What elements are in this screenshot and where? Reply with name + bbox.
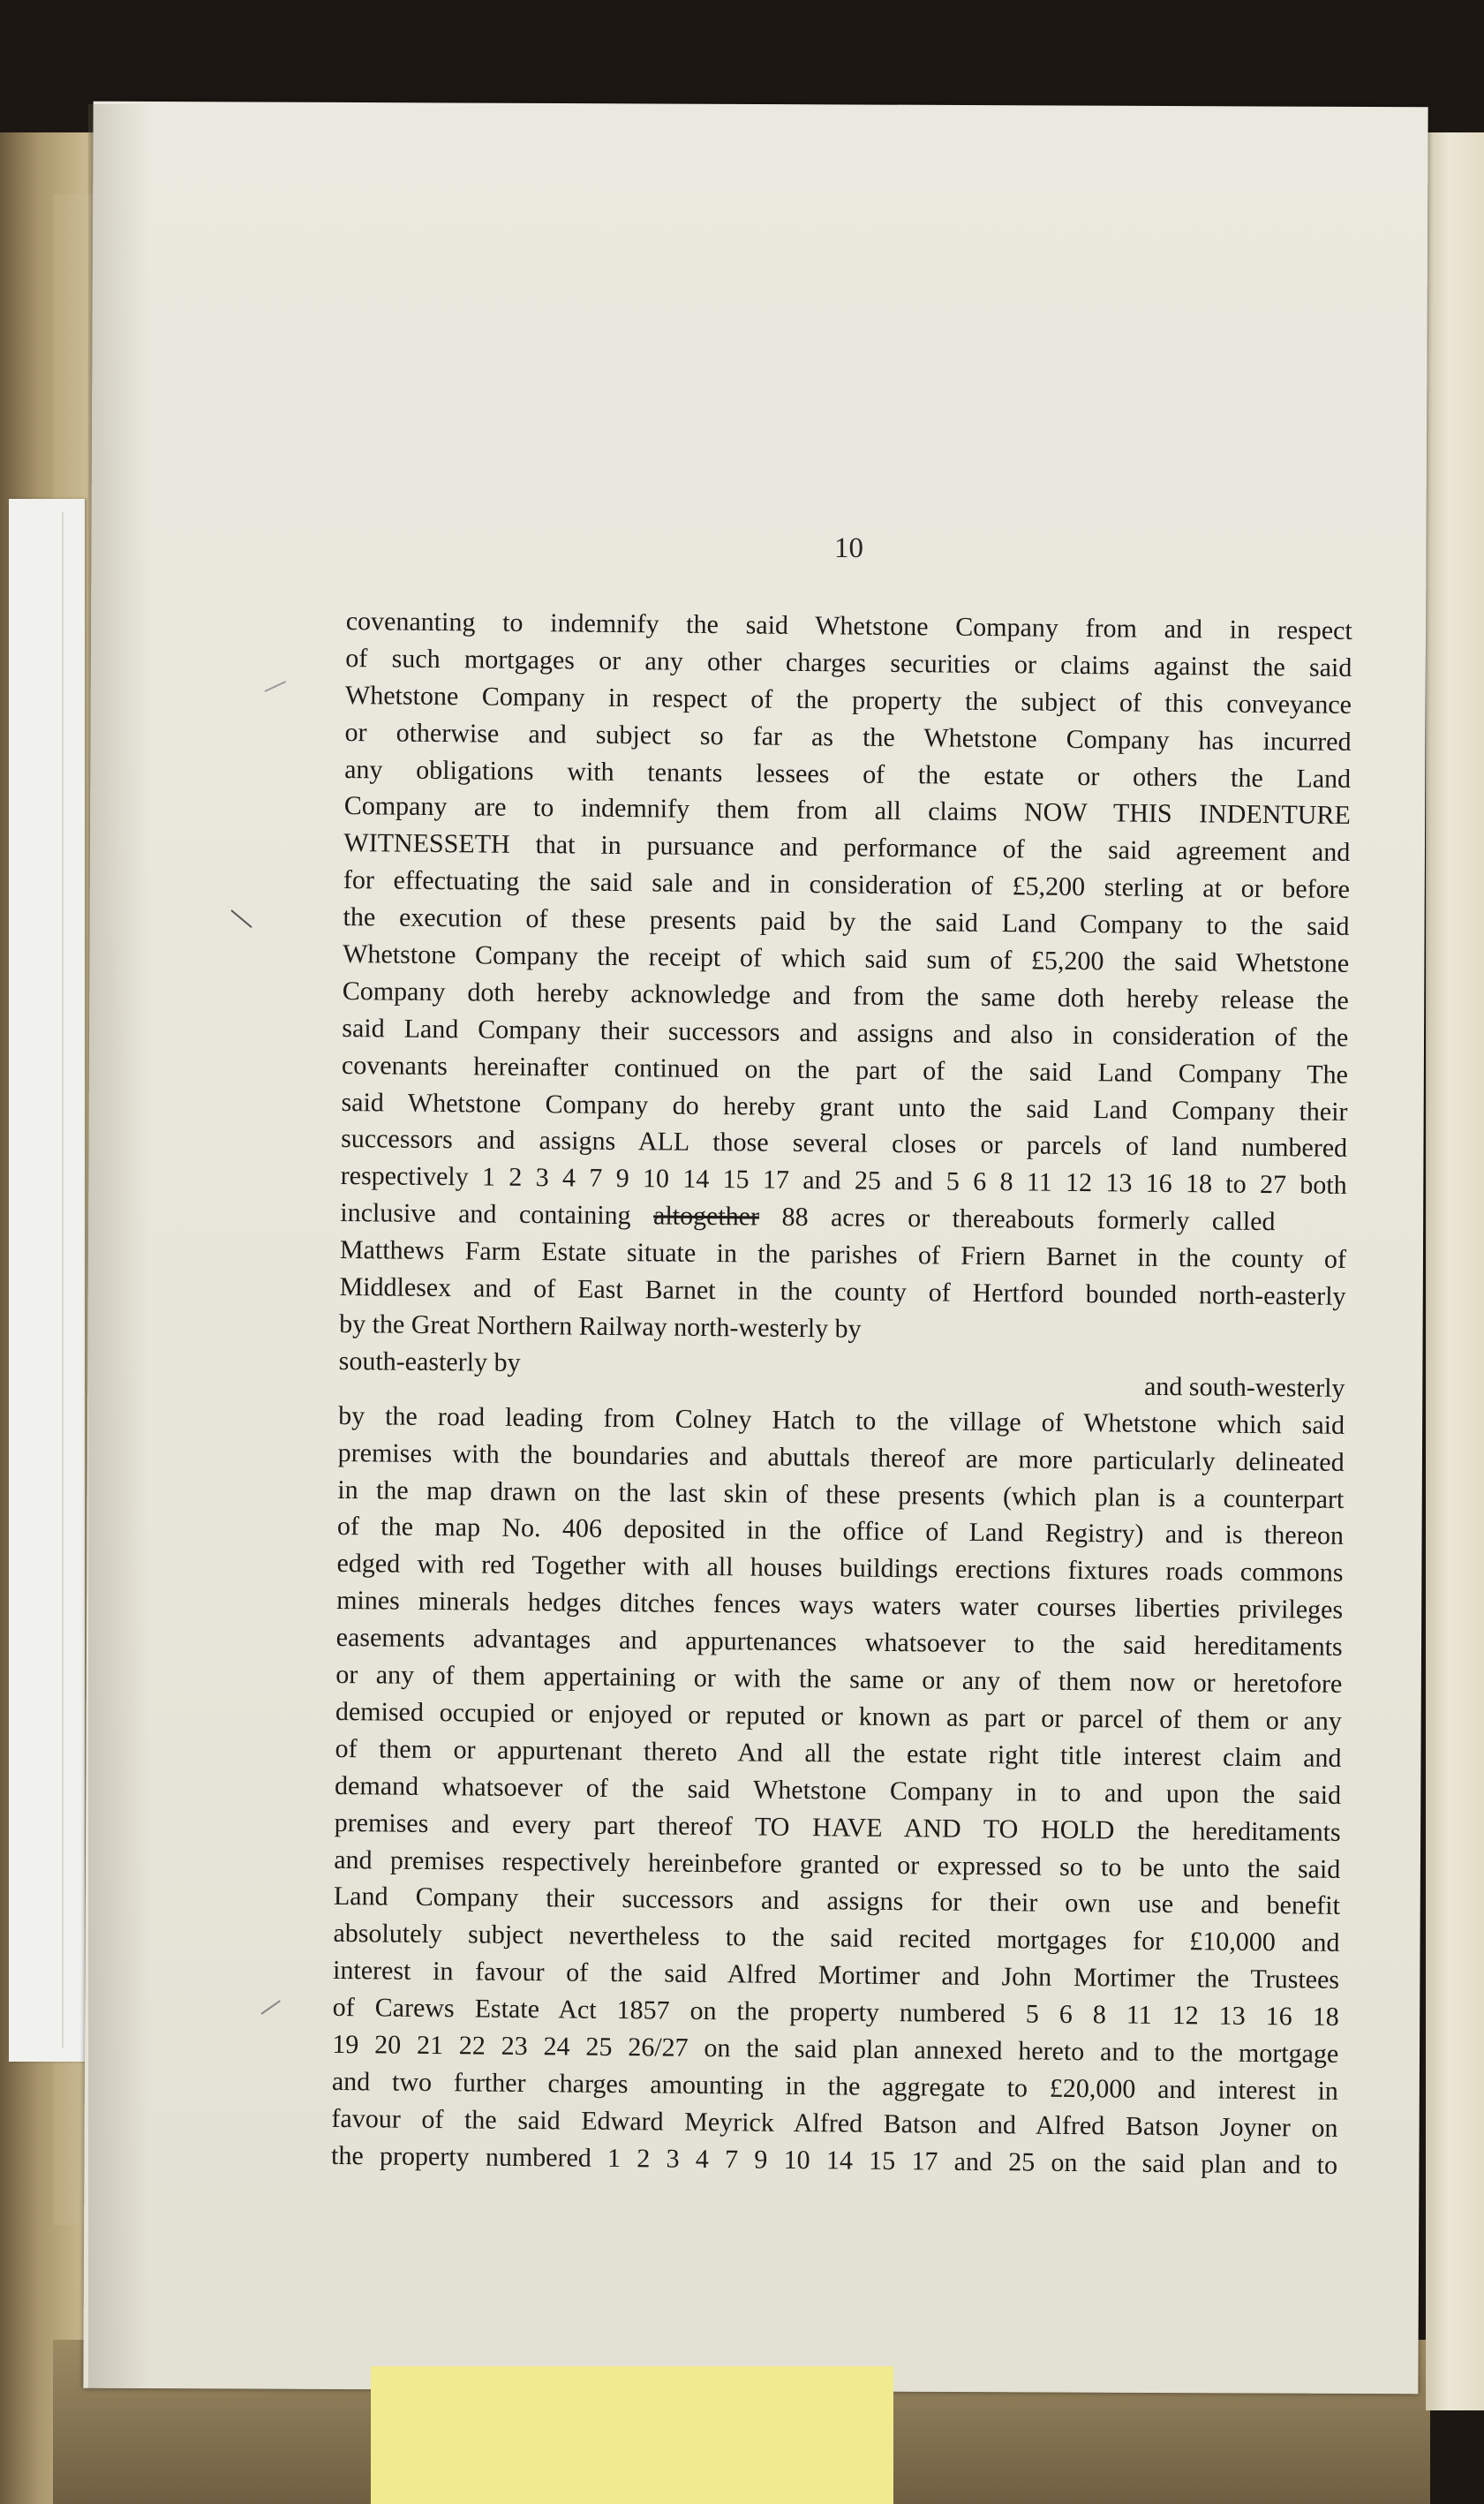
text-line: by the road leading from Colney Hatch to the village of Whetstone which said — [338, 1400, 1345, 1440]
text-segment: inclusive and containing — [340, 1198, 654, 1231]
sticky-note — [371, 2366, 893, 2504]
text-line: Company doth hereby acknowledge and from the same doth hereby release the — [342, 976, 1349, 1015]
text-line: Middlesex and of East Barnet in the county of Hertford bounded north-easterly — [339, 1271, 1346, 1311]
text-line: covenants hereinafter continued on the part of the said Land Company The — [341, 1050, 1349, 1090]
text-segment-right: and south-westerly — [1143, 1371, 1345, 1403]
text-line: said Land Company their successors and assigns and also in consideration of the — [342, 1013, 1349, 1052]
text-line: the execution of these presents paid by the said Land Company to the said — [343, 902, 1350, 942]
text-line: 19 20 21 22 23 24 25 26/27 on the said plan annexed hereto and to the mortgage — [332, 2029, 1339, 2069]
text-line: for effectuating the said sale and in consideration of £5,200 sterling at or before — [343, 865, 1351, 905]
text-line: respectively 1 2 3 4 7 9 10 14 15 17 and 25 and 5 6 8 11 12 13 16 18 to 27 both — [340, 1161, 1347, 1201]
page-gutter-shadow — [88, 104, 150, 2391]
text-line: of them or appurtenant thereto And all the estate right title interest claim and — [335, 1733, 1342, 1773]
text-line: Matthews Farm Estate situate in the parishes of Friern Barnet in the county of — [339, 1235, 1347, 1275]
text-line: in the map drawn on the last skin of these presents (which plan is a counterpart — [337, 1474, 1345, 1514]
text-line: and two further charges amounting in the aggregate to £20,000 and interest in — [331, 2066, 1339, 2106]
slip-fold — [62, 512, 64, 2048]
text-line: absolutely subject nevertheless to the said recited mortgages for £10,000 and — [333, 1919, 1340, 1958]
text-line: or otherwise and subject so far as the Whetstone Company has incurred — [344, 717, 1352, 757]
text-line: Company are to indemnify them from all claims NOW THIS INDENTURE — [343, 791, 1351, 831]
text-line: easements advantages and appurtenances whatsoever to the said hereditaments — [335, 1623, 1343, 1663]
text-line: demand whatsoever of the said Whetstone Company in to and upon the said — [334, 1770, 1342, 1810]
text-line: and premises respectively hereinbefore granted or expressed so to be unto the said — [334, 1844, 1341, 1884]
text-line: edged with red Together with all houses buildings erections fixtures roads commons — [336, 1549, 1344, 1588]
text-line: premises with the boundaries and abuttals thereof are more particularly delineated — [337, 1437, 1345, 1477]
text-line: of such mortgages or any other charges securities or claims against the said — [345, 643, 1352, 683]
text-line: interest in favour of the said Alfred Mortimer and John Mortimer the Trustees — [332, 1956, 1340, 1995]
facing-page-edge — [1426, 132, 1484, 2410]
text-line: or any of them appertaining or with the same or any of them now or heretofore — [335, 1659, 1343, 1699]
text-line: Whetstone Company the receipt of which said sum of £5,200 the said Whetstone — [343, 939, 1350, 978]
text-line: by the Great Northern Railway north-westerly by — [339, 1309, 862, 1344]
page-number: 10 — [834, 532, 863, 564]
struck-through-word: altogether — [652, 1201, 760, 1232]
text-line — [338, 1343, 1345, 1407]
inserted-paper-slip — [9, 499, 85, 2062]
text-line: Whetstone Company in respect of the property the subject of this conveyance — [344, 680, 1352, 720]
text-line: of Carews Estate Act 1857 on the property numbered 5 6 8 11 12 13 16 18 — [332, 1992, 1339, 2032]
text-line: WITNESSETH that in pursuance and performance of the said agreement and — [343, 828, 1351, 868]
text-line: said Whetstone Company do hereby grant unto the said Land Company their — [341, 1087, 1348, 1127]
text-line: favour of the said Edward Meyrick Alfred Batson and Alfred Batson Joyner on — [331, 2103, 1338, 2143]
text-line: covenanting to indemnify the said Whetstone Company from and in respect — [345, 606, 1352, 645]
text-line: mines minerals hedges ditches fences ways waters water courses liberties privileges — [335, 1586, 1344, 1625]
text-line: any obligations with tenants lessees of the estate or others the Land — [344, 754, 1352, 794]
document-body-text — [331, 603, 1352, 2183]
text-segment-left: south-easterly by — [338, 1346, 521, 1377]
text-line: the property numbered 1 2 3 4 7 9 10 14 15 17 and 25 on the said plan and to — [330, 2140, 1338, 2180]
text-line: successors and assigns ALL those several closes or parcels of land numbered — [341, 1124, 1348, 1164]
text-segment: 88 acres or thereabouts formerly called — [758, 1202, 1276, 1237]
text-line: of the map No. 406 deposited in the office of Land Registry) and is thereon — [336, 1512, 1345, 1551]
text-line: premises and every part thereof TO HAVE AND TO HOLD the hereditaments — [334, 1807, 1341, 1847]
text-line: Land Company their successors and assigns for their own use and benefit — [333, 1882, 1341, 1921]
text-line: demised occupied or enjoyed or reputed or known as part or parcel of them or any — [335, 1696, 1343, 1736]
